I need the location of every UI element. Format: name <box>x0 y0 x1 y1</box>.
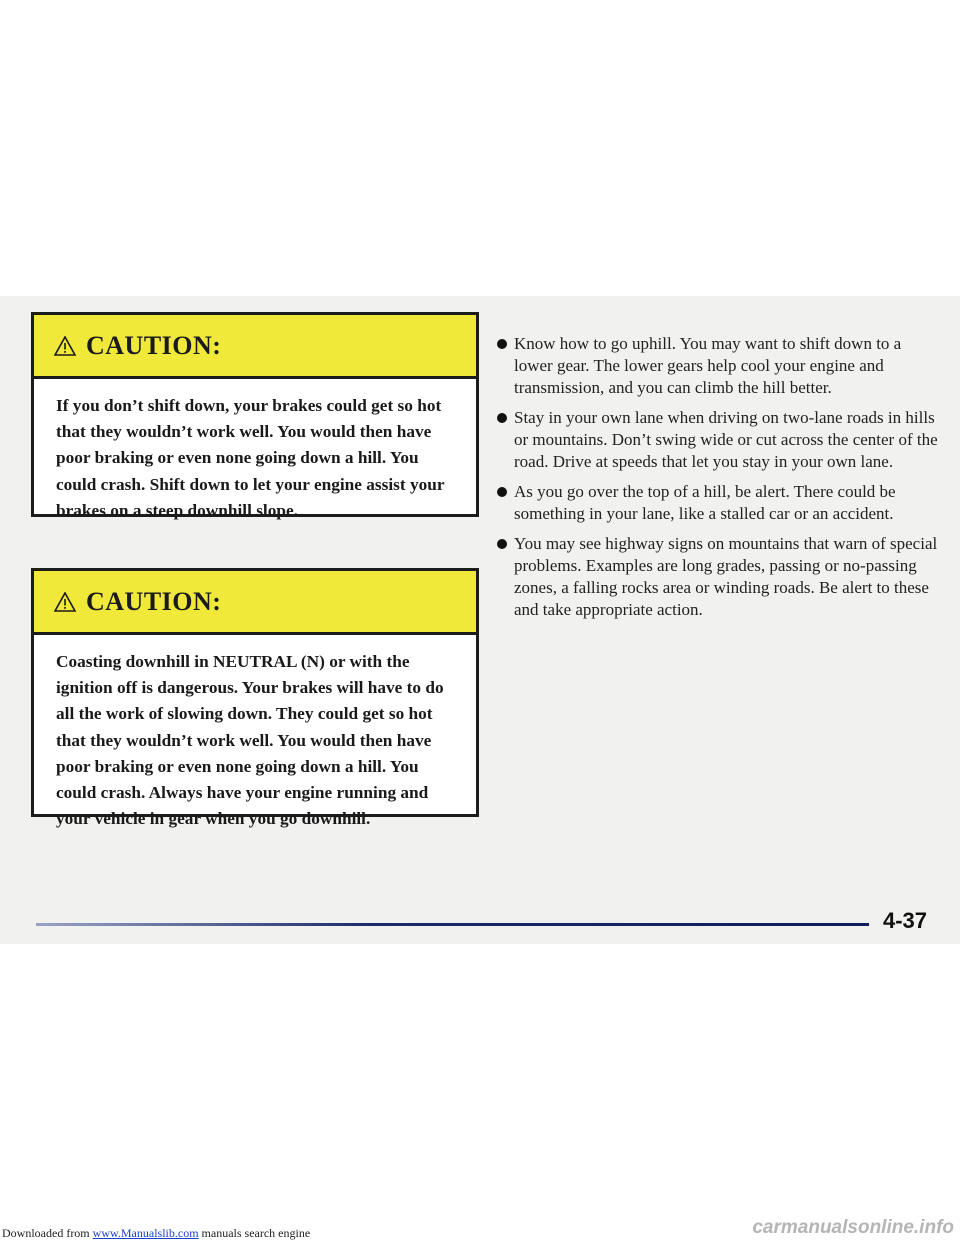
caution-box-coasting <box>31 568 479 829</box>
caution-header <box>34 571 476 635</box>
warning-triangle-icon <box>54 336 76 356</box>
bullet-dot-icon <box>497 413 507 423</box>
download-bar <box>2 1226 310 1241</box>
list-item-text: You may see highway signs on mountains that warn of special problems. Examples are long grades, passing or no-passing zones, a falling rocks area or winding roads. Be alert to these and take appropriate action. <box>514 534 938 619</box>
watermark-site: carmanualsonline.info <box>752 1217 954 1238</box>
caution-text: If you don’t shift down, your brakes could get so hot that they wouldn’t work well. You would then have poor braking or even none going down a hill. You could crash. Shift down to let your engine assist your brakes on a steep downhill slope. <box>56 396 445 520</box>
page-rule-divider <box>36 923 869 926</box>
caution-box-shift-down <box>31 312 479 520</box>
download-suffix: manuals search engine <box>201 1226 311 1240</box>
bullet-dot-icon <box>497 487 507 497</box>
list-item-text: Stay in your own lane when driving on two-lane roads in hills or mountains. Don’t swing wide or cut across the center of the road. Drive at speeds that let you stay in your own lane. <box>514 408 938 471</box>
hill-driving-tips-list <box>497 333 942 629</box>
warning-triangle-icon <box>54 592 76 612</box>
list-item <box>497 533 942 621</box>
list-item <box>497 407 942 473</box>
list-item-text: As you go over the top of a hill, be alert. There could be something in your lane, like a stalled car or an accident. <box>514 482 896 523</box>
caution-title: CAUTION: <box>86 586 222 616</box>
bullet-dot-icon <box>497 339 507 349</box>
download-prefix: Downloaded from <box>2 1226 90 1240</box>
manualslib-link[interactable]: www.Manualslib.com <box>92 1226 199 1240</box>
caution-header <box>34 315 476 379</box>
caution-title: CAUTION: <box>86 330 222 360</box>
page-number: 4-37 <box>883 908 928 933</box>
bullet-dot-icon <box>497 539 507 549</box>
list-item <box>497 333 942 399</box>
caution-text: Coasting downhill in NEUTRAL (N) or with the ignition off is dangerous. Your brakes will have to do all the work of slowing down. They could get so hot that they wouldn’t work well. You would then have poor braking or even none going down a hill. You could crash. Always have your engine running and your vehicle in gear when you go downhill. <box>56 652 444 829</box>
list-item-text: Know how to go uphill. You may want to shift down to a lower gear. The lower gears help cool your engine and transmission, and you can climb the hill better. <box>514 334 902 397</box>
list-item <box>497 481 942 525</box>
